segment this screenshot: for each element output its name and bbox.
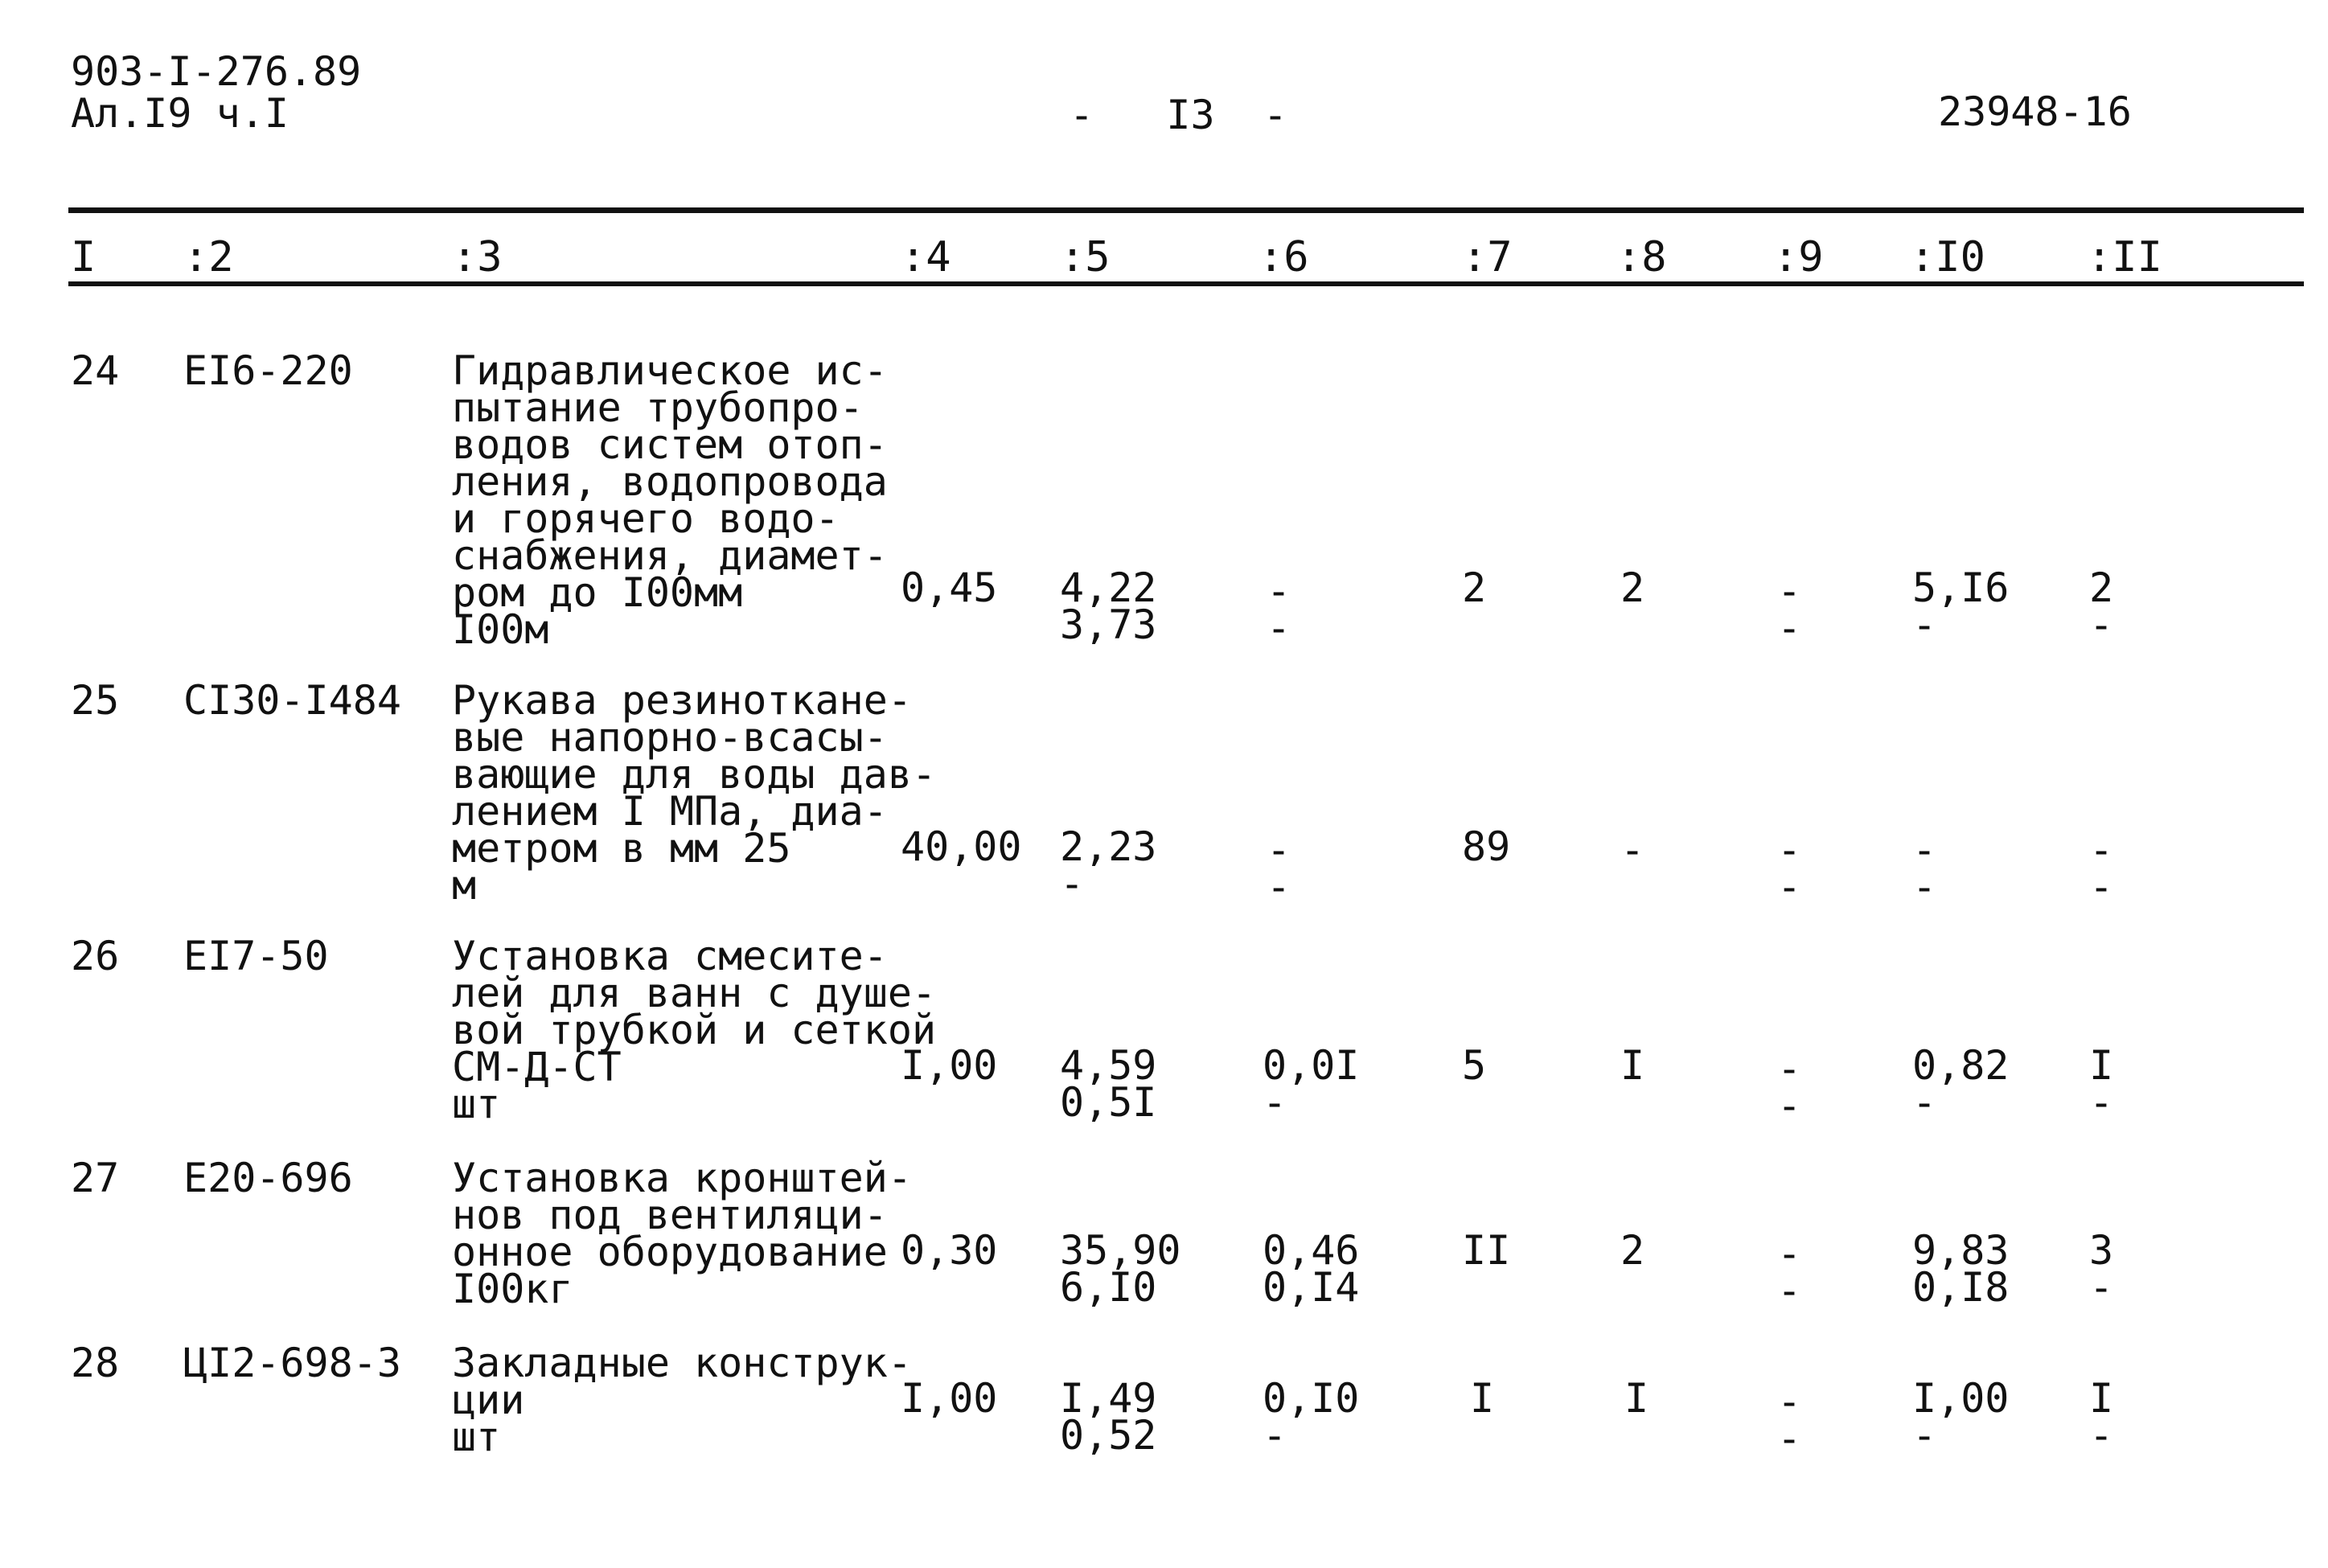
work-description: Установка кронштей- нов под вентиляци- онное оборудование I00кг [452, 1155, 912, 1312]
col10-values: - - [1912, 827, 1937, 910]
col5-values: 2,23 - [1060, 823, 1157, 907]
col10-values: 5,I6 - [1912, 564, 2010, 648]
column-header-11: :II [2087, 233, 2162, 281]
work-description: Установка смесите- лей для ванн с душе- вой трубкой и сеткой СМ-Д-СТ шт [452, 933, 937, 1127]
col7-value: 5 [1462, 1042, 1487, 1089]
col6-values: 0,46 0,I4 [1263, 1227, 1360, 1311]
col6-values: - - [1267, 827, 1291, 910]
document-code: 903-I-276.89 [71, 48, 362, 95]
col5-values: 4,22 3,73 [1060, 564, 1157, 648]
column-header-2: :2 [183, 233, 234, 281]
column-header-9: :9 [1773, 233, 1824, 281]
quantity: 0,30 [901, 1227, 998, 1274]
col7-value: II [1462, 1227, 1511, 1274]
rate-code: ЦI2-698-3 [183, 1340, 401, 1386]
row-number: 24 [71, 347, 120, 394]
col11-values: 3 - [2089, 1227, 2114, 1311]
col7-value: 89 [1462, 823, 1511, 870]
col7-value: I [1470, 1375, 1495, 1422]
row-number: 25 [71, 677, 120, 724]
col10-values: 0,82 - [1912, 1042, 2010, 1126]
col8-value: 2 [1620, 1227, 1645, 1274]
col7-value: 2 [1462, 564, 1487, 611]
header-bottom-rule [68, 281, 2304, 286]
col9-values: - - [1777, 1045, 1802, 1129]
page-number: - I3 - [1070, 92, 1287, 138]
row-number: 28 [71, 1340, 120, 1386]
top-rule [68, 207, 2304, 213]
col8-value: I [1624, 1375, 1649, 1422]
col9-values: - - [1777, 1378, 1802, 1462]
col9-values: - - [1777, 568, 1802, 651]
inventory-number: 23948-16 [1938, 88, 2132, 135]
col11-values: 2 - [2089, 564, 2114, 648]
col6-values: 0,I0 - [1263, 1375, 1360, 1459]
col8-value: - [1620, 827, 1645, 873]
rate-code: E20-696 [183, 1155, 353, 1201]
col10-values: I,00 - [1912, 1375, 2010, 1459]
column-header-3: :3 [452, 233, 503, 281]
rate-code: CI30-I484 [183, 677, 401, 724]
col5-values: I,49 0,52 [1060, 1375, 1157, 1459]
col8-value: 2 [1620, 564, 1645, 611]
column-header-4: :4 [901, 233, 951, 281]
row-number: 26 [71, 933, 120, 979]
work-description: Закладные конструк- ции шт [452, 1340, 912, 1460]
quantity: I,00 [901, 1042, 998, 1089]
column-header-6: :6 [1258, 233, 1309, 281]
quantity: I,00 [901, 1375, 998, 1422]
quantity: 0,45 [901, 564, 998, 611]
rate-code: EI7-50 [183, 933, 329, 979]
quantity: 40,00 [901, 823, 1022, 870]
work-description: Рукава резинотканe- вые напорно-всасы- вающие для воды дав- лением I МПа, диа- метром в мм 25 м [452, 677, 937, 909]
album-label: Ал.I9 ч.I [71, 90, 289, 137]
col5-values: 4,59 0,5I [1060, 1042, 1157, 1126]
col6-values: - - [1267, 568, 1291, 651]
work-description: Гидравлическое ис- пытание трубопро- водов систем отоп- ления, водопровода и горячего водо- снабжения, диамет- ром до I00мм I00м [452, 347, 888, 653]
col11-values: I - [2089, 1042, 2114, 1126]
row-number: 27 [71, 1155, 120, 1201]
column-header-8: :8 [1616, 233, 1667, 281]
col5-values: 35,90 6,I0 [1060, 1227, 1181, 1311]
rate-code: EI6-220 [183, 347, 353, 394]
col11-values: I - [2089, 1375, 2114, 1459]
column-header-5: :5 [1060, 233, 1111, 281]
col10-values: 9,83 0,I8 [1912, 1227, 2010, 1311]
col8-value: I [1620, 1042, 1645, 1089]
col9-values: - - [1777, 1230, 1802, 1314]
column-header-1: I [71, 233, 96, 281]
column-header-10: :I0 [1910, 233, 1985, 281]
col6-values: 0,0I - [1263, 1042, 1360, 1126]
col9-values: - - [1777, 827, 1802, 910]
column-header-7: :7 [1462, 233, 1513, 281]
col11-values: - - [2089, 827, 2114, 910]
